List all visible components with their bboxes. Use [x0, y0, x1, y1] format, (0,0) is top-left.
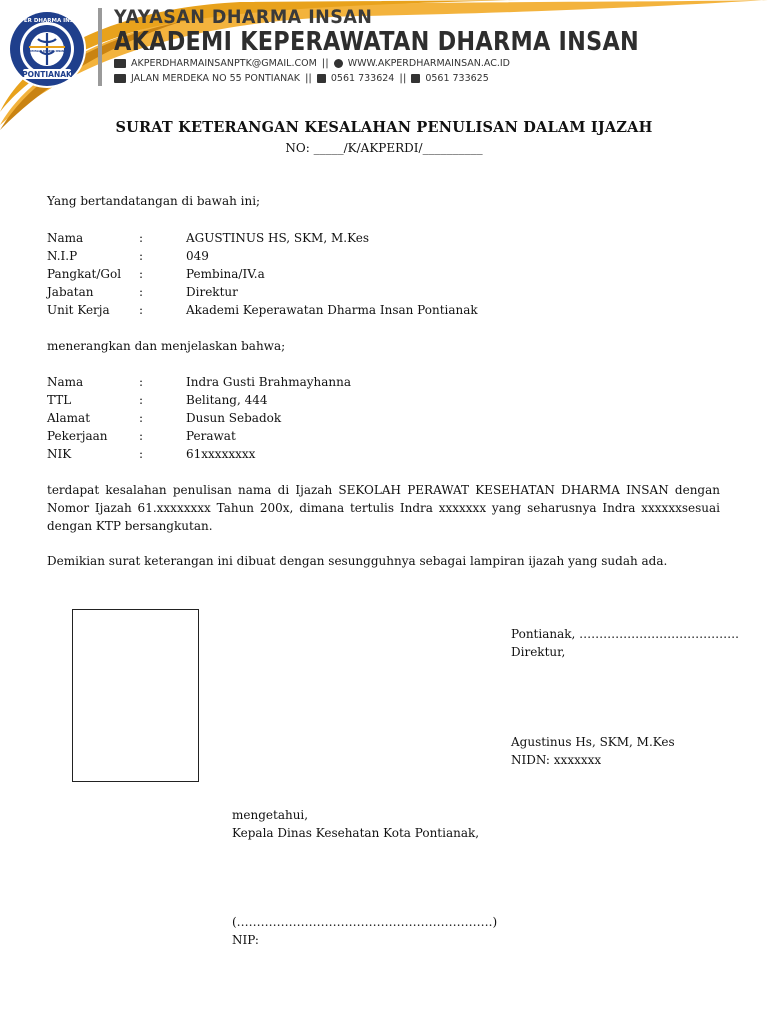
field-label: Alamat	[47, 411, 91, 425]
field-value: 61xxxxxxxx	[186, 447, 256, 461]
acknowledge-nip: NIP:	[232, 933, 259, 947]
phone2-text: 0561 733625	[425, 73, 489, 84]
subject-row	[47, 445, 255, 463]
signer-row	[47, 229, 369, 247]
document-number: NO: _____/K/AKPERDI/__________	[285, 141, 483, 155]
separator: ||	[399, 73, 407, 84]
contact-row-address	[114, 73, 489, 84]
field-label: Pekerjaan	[47, 429, 108, 443]
email-text: AKPERDHARMAINSANPTK@GMAIL.COM	[131, 58, 317, 69]
field-value: Dusun Sebadok	[186, 411, 282, 425]
subject-row	[47, 409, 281, 427]
signer-row	[47, 283, 238, 301]
closing-text: Demikian surat keterangan ini dibuat dengan sesungguhnya sebagai lampiran ijazah yang sudah ada.	[47, 554, 668, 568]
field-value: Pembina/IV.a	[186, 267, 265, 281]
separator: ||	[321, 58, 329, 69]
photo-box	[72, 609, 199, 782]
body-paragraph: terdapat kesalahan penulisan nama di Ijazah SEKOLAH PERAWAT KESEHATAN DHARMA INSAN dengan Nomor Ijazah 61.xxxxxxxx Tahun 200x, dimana tertulis Indra xxxxxxx yang seharusnya Indra xxxxxxsesuai dengan KTP bersangkutan.	[47, 483, 720, 533]
field-label: NIK	[47, 447, 72, 461]
field-label: Pangkat/Gol	[47, 267, 122, 281]
signer-row	[47, 247, 209, 265]
separator: ||	[304, 73, 312, 84]
field-colon: :	[139, 375, 144, 389]
logo-inner-text: YAYASAN DHARMA INSAN	[29, 50, 65, 53]
logo-ring-text: AKPER DHARMA INSAN	[11, 18, 83, 24]
field-value: Indra Gusti Brahmayhanna	[186, 375, 352, 389]
subject-row	[47, 373, 351, 391]
field-label: TTL	[47, 393, 72, 407]
contact-row-online	[114, 58, 510, 69]
field-value: Perawat	[186, 429, 236, 443]
field-colon: :	[139, 411, 144, 425]
field-colon: :	[139, 231, 144, 245]
signer-row	[47, 265, 265, 283]
phone-icon	[317, 74, 326, 83]
academy-logo	[7, 9, 87, 89]
foundation-name: YAYASAN DHARMA INSAN	[114, 6, 373, 28]
field-colon: :	[139, 267, 144, 281]
acknowledge-role: Kepala Dinas Kesehatan Kota Pontianak,	[232, 826, 480, 840]
field-value: 049	[186, 249, 209, 263]
signer-row	[47, 301, 478, 319]
phone1-text: 0561 733624	[330, 73, 395, 84]
field-label: Nama	[47, 231, 84, 245]
acknowledge-label: mengetahui,	[232, 808, 309, 822]
header-divider	[98, 8, 102, 86]
field-value: AGUSTINUS HS, SKM, M.Kes	[186, 231, 369, 245]
subject-row	[47, 391, 268, 409]
field-colon: :	[139, 447, 144, 461]
field-label: N.I.P	[47, 249, 78, 263]
place-date: Pontianak, ………………………………….	[511, 627, 739, 641]
field-label: Nama	[47, 375, 84, 389]
logo-text: PONTIANAK	[22, 70, 72, 79]
field-value: Akademi Keperawatan Dharma Insan Pontianak	[186, 303, 478, 317]
field-label: Jabatan	[47, 285, 94, 299]
website-text: WWW.AKPERDHARMAINSAN.AC.ID	[347, 58, 510, 69]
address-text: JALAN MERDEKA NO 55 PONTIANAK	[131, 73, 300, 84]
explain-text: menerangkan dan menjelaskan bahwa;	[47, 339, 286, 353]
car-icon	[114, 74, 126, 83]
field-colon: :	[139, 429, 144, 443]
field-colon: :	[139, 303, 144, 317]
field-label: Unit Kerja	[47, 303, 110, 317]
document-title: SURAT KETERANGAN KESALAHAN PENULISAN DALAM IJAZAH	[115, 119, 653, 136]
field-value: Direktur	[186, 285, 238, 299]
intro-text: Yang bertandatangan di bawah ini;	[47, 194, 261, 208]
signer-name: Agustinus Hs, SKM, M.Kes	[511, 735, 675, 749]
field-colon: :	[139, 249, 144, 263]
field-colon: :	[139, 285, 144, 299]
field-value: Belitang, 444	[186, 393, 268, 407]
email-icon	[114, 59, 126, 68]
field-colon: :	[139, 393, 144, 407]
subject-row	[47, 427, 236, 445]
fax-icon	[411, 74, 420, 83]
signer-role: Direktur,	[511, 645, 566, 659]
acknowledge-name: (……………………………………………………….)	[232, 915, 498, 929]
globe-icon	[334, 59, 343, 68]
signer-nidn: NIDN: xxxxxxx	[511, 753, 602, 767]
academy-name: AKADEMI KEPERAWATAN DHARMA INSAN	[114, 27, 640, 57]
